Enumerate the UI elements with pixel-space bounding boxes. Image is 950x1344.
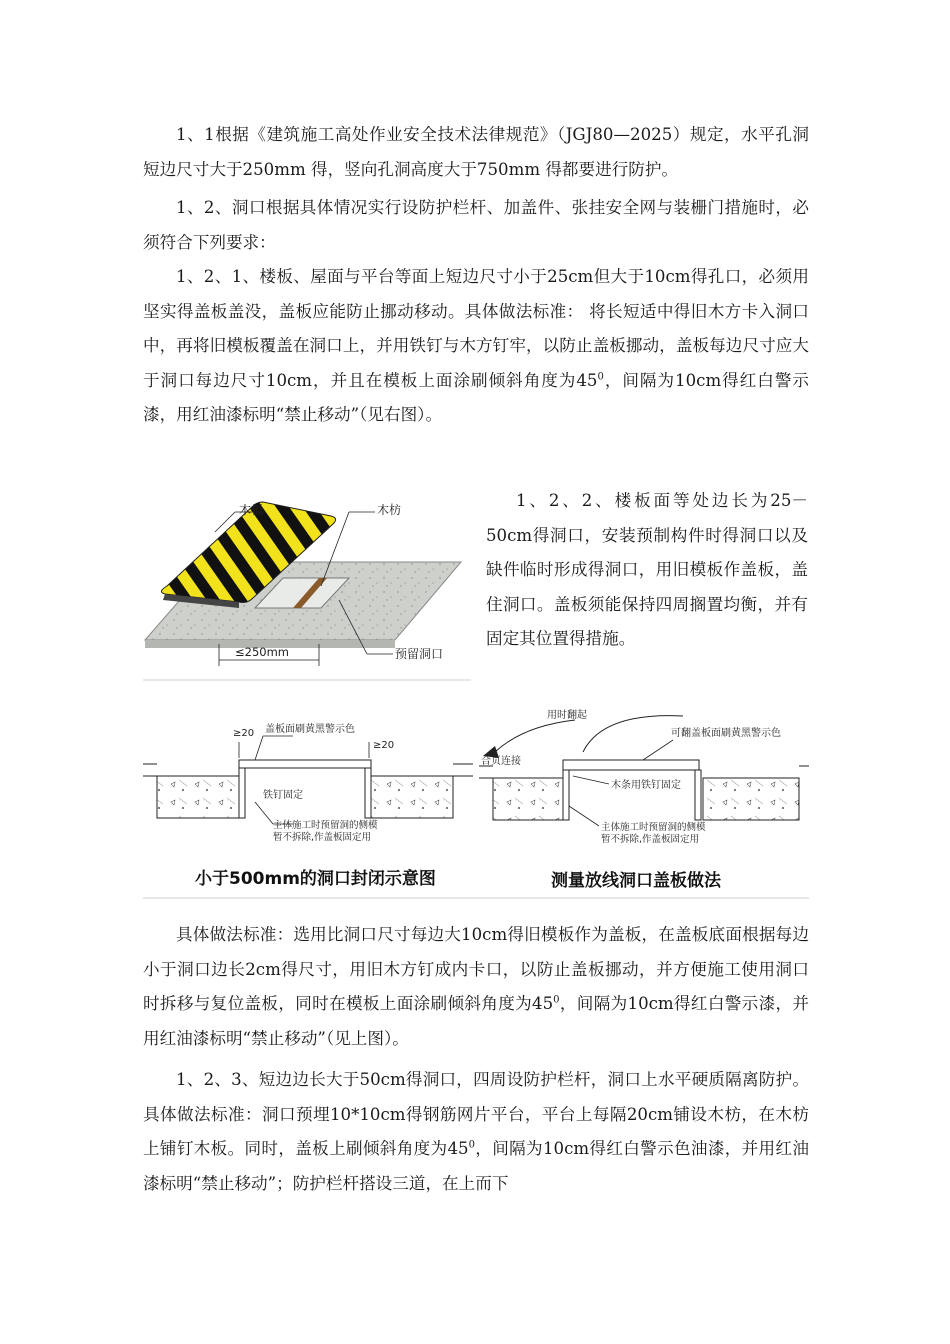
- paragraph-4: 1、2、2、楼板面等处边长为25－50cm得洞口，安装预制构件时得洞口以及缺件临时形成得洞口，用旧模板作盖板，盖住洞口。盖板须能保持四周搁置均衡，并有固定其位置得措施。: [486, 491, 808, 648]
- paragraph-6-end: ，间隔为10cm得红白警示色油漆，并用红油漆标明“禁止移动”；防护栏杆搭设三道，在上而下: [143, 1139, 809, 1193]
- right-note-line2: 暂不拆除,作盖板固定用: [601, 834, 700, 845]
- left-note-line2: 暂不拆除,作盖板固定用: [273, 832, 372, 843]
- paragraph-6-text: 1、2、3、短边边长大于50cm得洞口，四周设防护栏杆，洞口上水平硬质隔离防护。具体做法标准：洞口预埋10*10cm得钢筋网片平台，平台上每隔20cm铺设木枋，在木枋上铺钉木板。同时，盖板上刷倾斜角度为45: [143, 1070, 809, 1158]
- left-section: [143, 722, 473, 889]
- right-hinge-label: 合页连接: [481, 756, 521, 767]
- board-cover-illustration: [143, 490, 471, 682]
- paragraph-5-text: 具体做法标准：选用比洞口尺寸每边大10cm得旧模板作为盖板，在盖板底面根据每边小于洞口边长2cm得尺寸，用旧木方钉成内卡口，以防止盖板挪动，并方便施工使用洞口时拆移与复位盖板，同时在模板上面涂刷倾斜角度为45: [143, 925, 809, 1013]
- left-caption: 小于500mm的洞口封闭示意图: [195, 869, 436, 889]
- paragraph-3-text: 1、2、1、楼板、屋面与平台等面上短边尺寸小于25cm但大于10cm得孔口，必须用坚实得盖板盖没，盖板应能防止挪动移动。具体做法标准： 将长短适中得旧木方卡入洞口中，再将旧模板覆盖在洞口上，并用铁钉与木方钉牢，以防止盖板挪动，盖板每边尺寸应大于洞口每边尺寸10cm，并且在模板上面涂刷倾斜角度为45: [143, 267, 809, 390]
- right-section: [479, 708, 809, 891]
- right-strip-label: 木条用铁钉固定: [611, 780, 681, 791]
- label-hole: 预留洞口: [395, 647, 444, 661]
- left-top-note: 盖板面刷黄黑警示色: [265, 724, 355, 735]
- right-top-note: 可翻盖板面刷黄黑警示色: [671, 728, 781, 739]
- left-nail-label: 铁钉固定: [263, 790, 303, 801]
- paragraph-5: [143, 918, 809, 1056]
- label-beam: 木枋: [377, 503, 402, 517]
- degree-sup-3: 0: [468, 1139, 475, 1151]
- label-board: 木板: [239, 503, 264, 517]
- paragraph-1: 1、1根据《建筑施工高处作业安全技术法律规范》（JGJ80—2025）规定，水平孔洞短边尺寸大于250mm 得，竖向孔洞高度大于750mm 得都要进行防护。: [143, 125, 809, 179]
- right-caption: 测量放线洞口盖板做法: [551, 871, 721, 891]
- paragraph-2: 1、2、洞口根据具体情况实行设防护栏杆、加盖件、张挂安全网与装栅门措施时，必须符合下列要求：: [143, 198, 809, 252]
- hole-section-diagrams: [143, 706, 809, 900]
- right-note-line1: 主体施工时预留洞的侧模: [601, 822, 706, 833]
- paragraph-5-end: ，间隔为10cm得红白警示漆，并用红油漆标明“禁止移动”（见上图）。: [143, 994, 809, 1048]
- left-note-line1: 主体施工时预留洞的侧模: [273, 820, 378, 831]
- right-lift-label: 用时翻起: [547, 710, 587, 721]
- paragraph-3: [143, 260, 809, 433]
- figure-hole-sections: [143, 706, 809, 900]
- label-dimension: ≤250mm: [235, 645, 289, 659]
- figure-board-cover: [143, 490, 471, 682]
- left-dim-2: ≥20: [373, 740, 395, 751]
- paragraph-3-end: ，间隔为10cm得红白警示漆，用红油漆标明“禁止移动”（见右图）。: [143, 370, 809, 424]
- degree-sup: 0: [597, 370, 604, 382]
- paragraph-6: [143, 1063, 809, 1201]
- left-dim-1: ≥20: [233, 728, 255, 739]
- degree-sup-2: 0: [553, 994, 560, 1006]
